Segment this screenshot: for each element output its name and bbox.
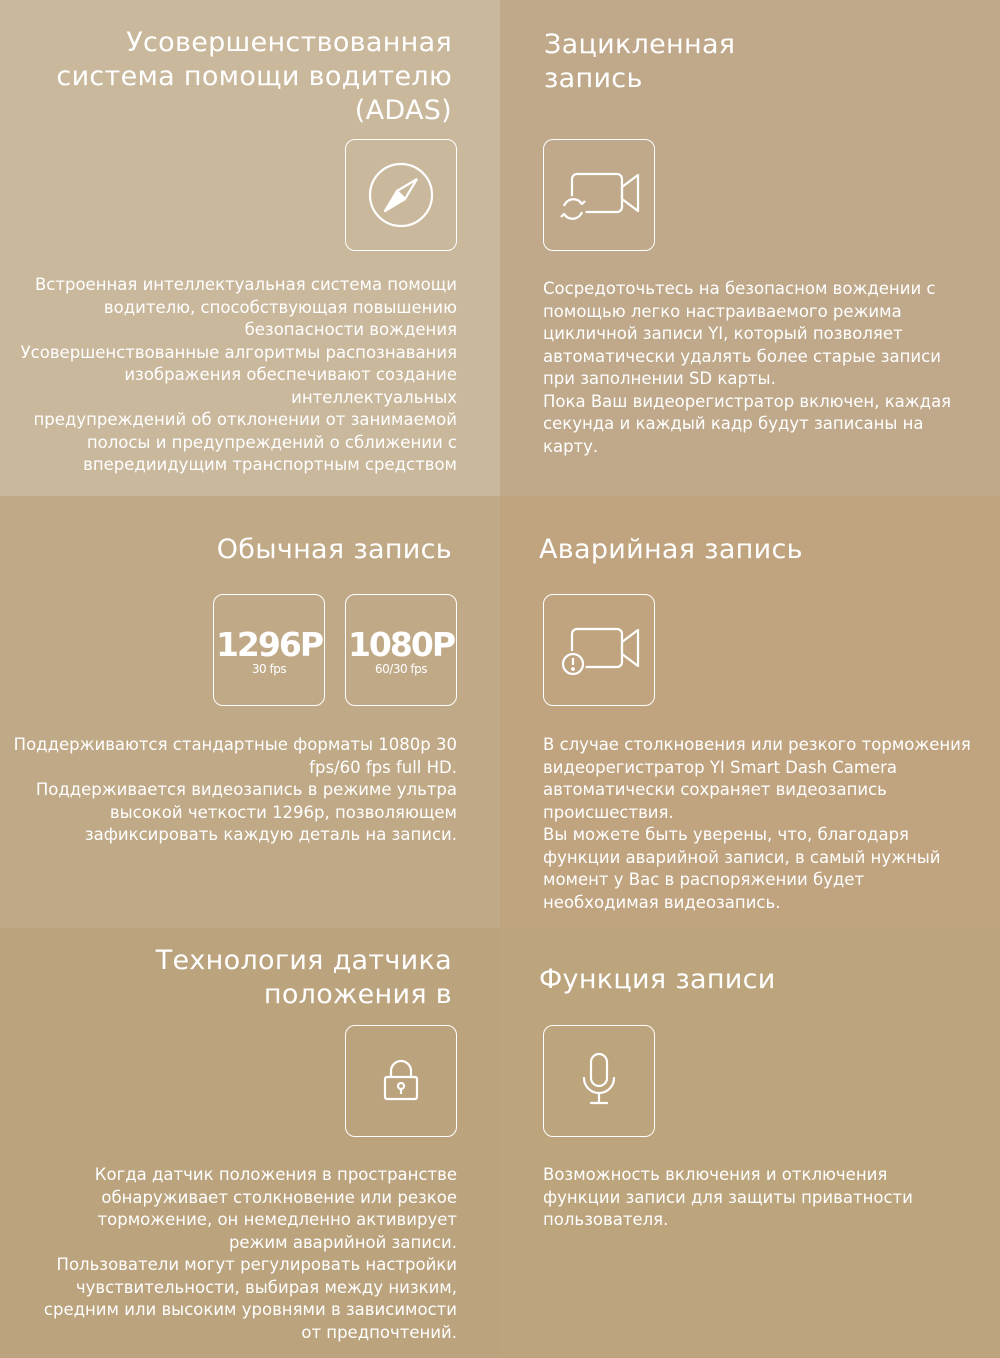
microphone-icon	[543, 1025, 655, 1137]
adas-description: Встроенная интеллектуальная система помощи водителю, способствующая повышению безопасности вождения Усовершенствованные алгоритмы распознавания изображения обеспечивают создание интеллектуальных предупреждений об отклонении от занимаемой полосы и предупреждений о сближении с впередиидущим транспортным средством	[20, 275, 457, 474]
feature-emergency-recording	[500, 496, 1000, 928]
normal-title: Обычная запись	[216, 534, 452, 565]
normal-description: Поддерживаются стандартные форматы 1080p 30 fps/60 fps full HD. Поддерживается видеозапись в режиме ультра высокой четкости 1296p, позволяющем зафиксировать каждую деталь на записи.	[13, 735, 457, 844]
resolution-1296p-badge: 1296P 30 fps	[213, 594, 325, 706]
adas-title: Усовершенствованная система помощи водителю (ADAS)	[56, 27, 452, 126]
feature-adas	[0, 0, 500, 496]
feature-audio-recording	[500, 928, 1000, 1358]
feature-loop-recording	[500, 0, 1000, 496]
loop-video-camera-icon	[543, 139, 655, 251]
emergency-description: В случае столкновения или резкого торможения видеорегистратор YI Smart Dash Camera автоматически сохраняет видеозапись происшествия. Вы можете быть уверены, что, благодаря функции аварийной записи, в самый нужный момент у Вас в распоряжении будет необходимая видеозапись.	[543, 735, 971, 912]
feature-normal-recording	[0, 496, 500, 928]
compass-icon	[345, 139, 457, 251]
emergency-title: Аварийная запись	[539, 534, 803, 565]
lock-icon	[345, 1025, 457, 1137]
gsensor-description: Когда датчик положения в пространстве обнаруживает столкновение или резкое торможение, он немедленно активирует режим аварийной записи. Пользователи могут регулировать настройки чувствительности, выбирая между низким, средним или высоким уровнями в зависимости от предпочтений.	[43, 1165, 457, 1342]
feature-g-sensor	[0, 928, 500, 1358]
audio-title: Функция записи	[539, 964, 776, 995]
gsensor-title: Технология датчика положения в	[155, 945, 452, 1010]
loop-description: Сосредоточьтесь на безопасном вождении с помощью легко настраиваемого режима цикличной записи YI, который позволяет автоматически удалять более старые записи при заполнении SD карты. Пока Ваш видеорегистратор включен, каждая секунда и каждый кадр будут записаны на карту.	[543, 279, 952, 456]
resolution-1080p-badge: 1080P 60/30 fps	[345, 594, 457, 706]
loop-title: Зацикленная запись	[544, 29, 736, 94]
audio-description: Возможность включения и отключения функции записи для защиты приватности пользователя.	[543, 1165, 913, 1229]
alert-video-camera-icon	[543, 594, 655, 706]
